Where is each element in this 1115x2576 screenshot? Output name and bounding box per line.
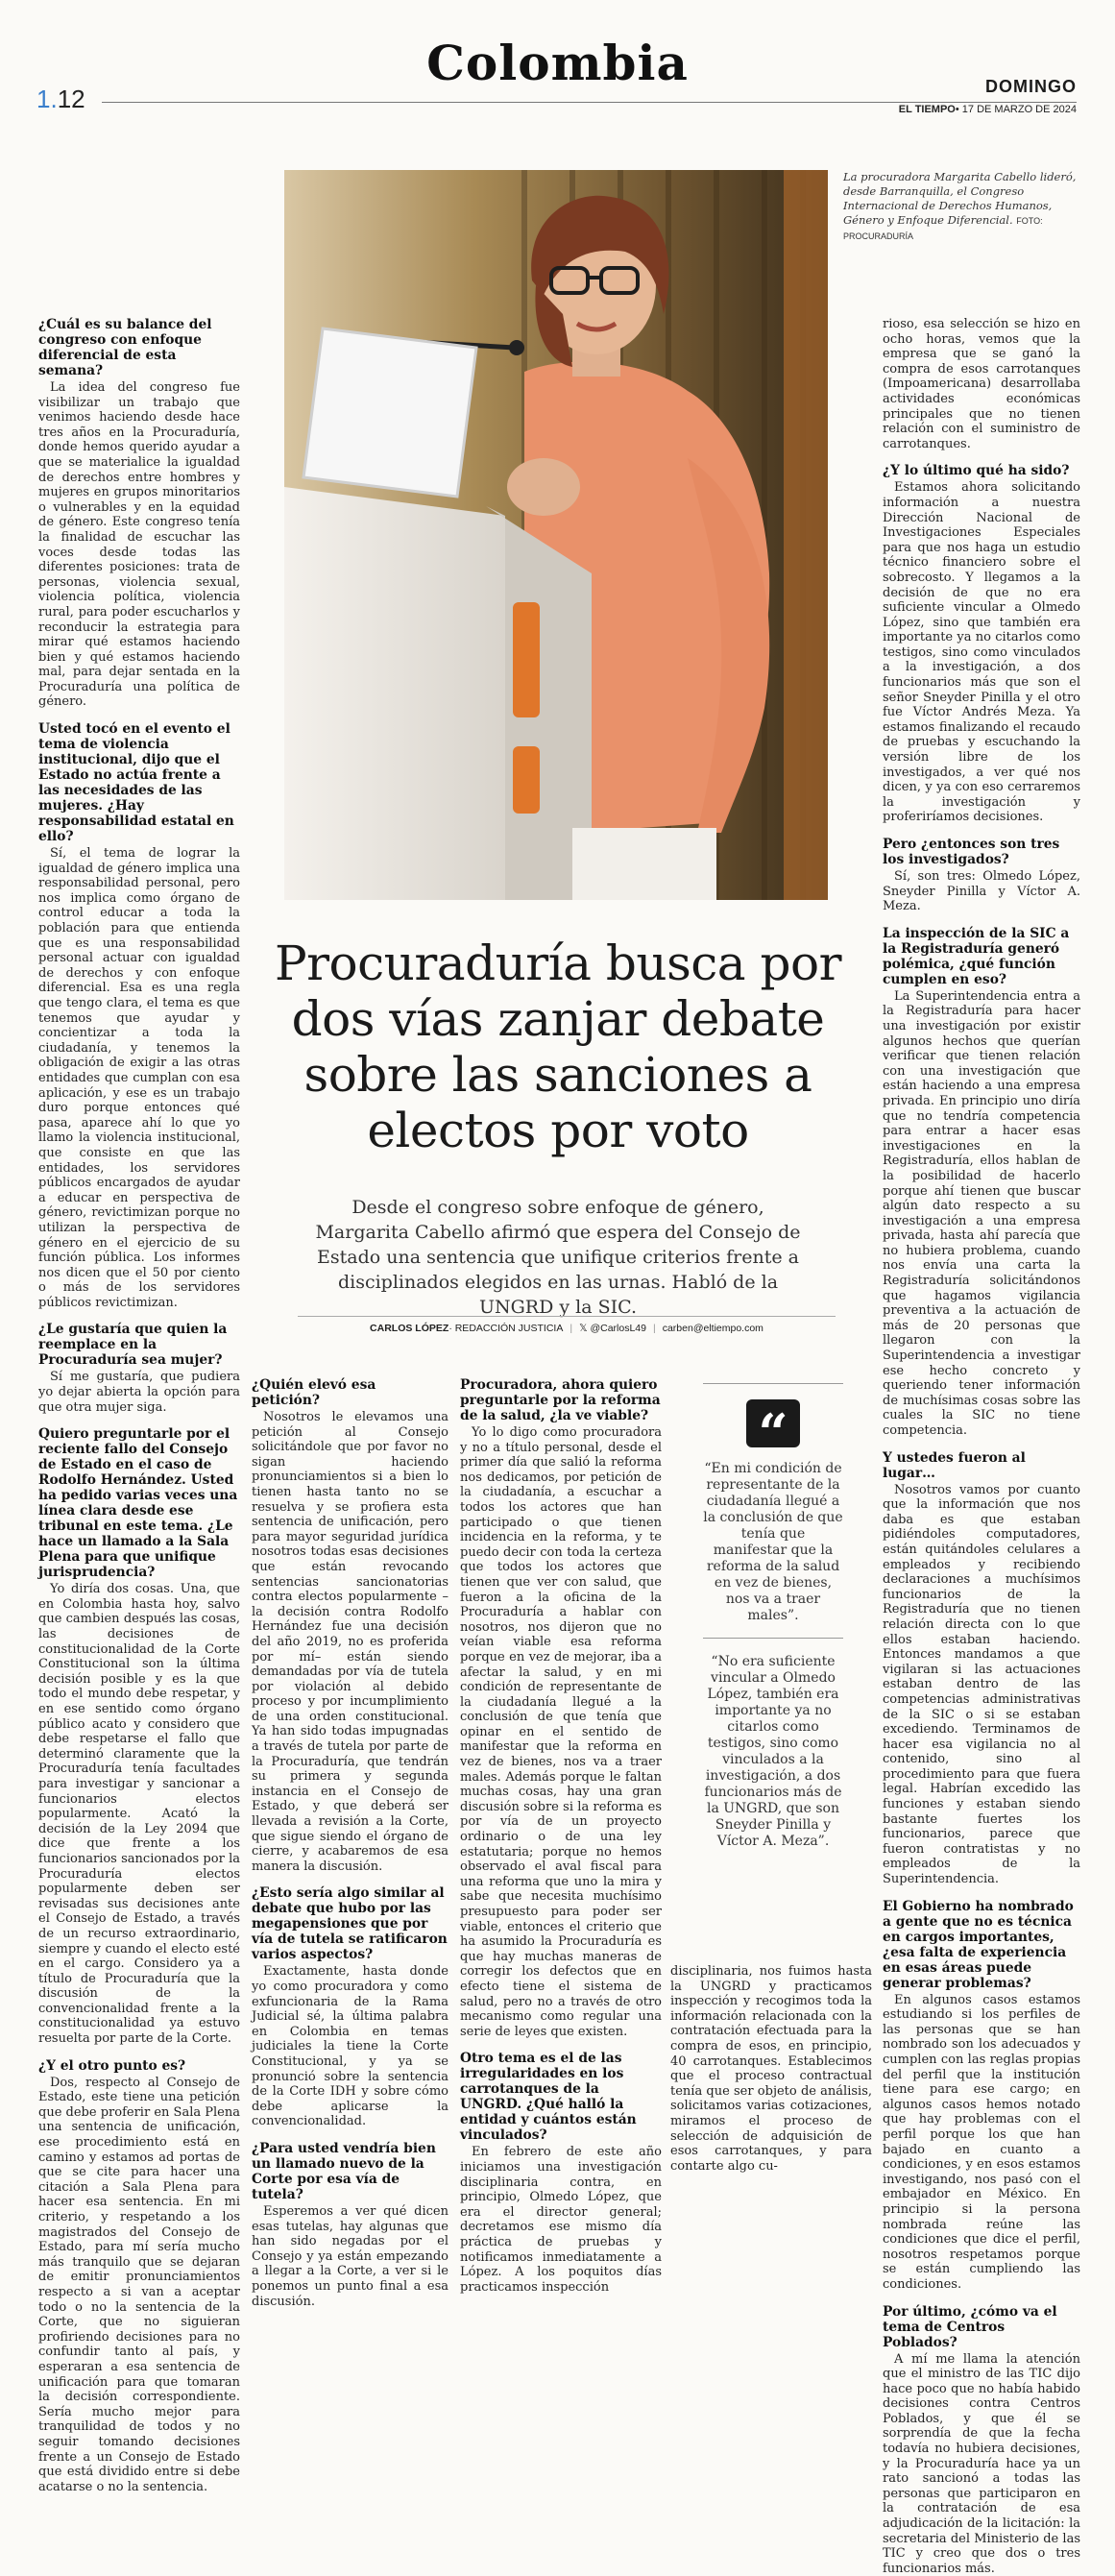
answer: A mí me llama la atención que el ministro de las TIC dijo hace poco que no había habido decisiones contra Centros Poblados, y que él se sorprendía de que la fecha todavía no hubiera decisiones, y la Procuraduría hace ya un rato sancionó a todas las personas que participaron en la contratación de esa adjudicación de la licitación: la secretaria del Ministerio de las TIC y creo que dos o tres funcionarios más.: [883, 2352, 1080, 2576]
byline-handle[interactable]: @CarlosL49: [590, 1323, 646, 1334]
question: ¿Le gustaría que quien la reemplace en la Procuraduría sea mujer?: [38, 1322, 240, 1368]
answer: Esperemos a ver qué dicen esas tutelas, hay algunas que han sido negadas por el Consejo y ya están empezando a llegar a la Corte, a ver si le ponemos un punto final a esa discusión.: [252, 2204, 448, 2309]
question: Pero ¿entonces son tres los investigados?: [883, 837, 1080, 867]
x-icon: 𝕏: [579, 1323, 590, 1334]
question: ¿Para usted vendría bien un llamado nuevo de la Corte por esa vía de tutela?: [252, 2141, 448, 2202]
question: El Gobierno ha nombrado a gente que no es técnica en cargos importantes, ¿esa falta de experiencia en esas áreas puede generar problemas?: [883, 1899, 1080, 1991]
answer: Yo lo digo como procuradora y no a título personal, desde el primer día que salió la reforma nos dedicamos, por petición de la ciudadanía, a escuchar a todos los actores que han participado o que tienen incidencia en la reforma, y te puedo decir con toda la certeza que todos los actores que tienen que ver con salud, que fueron a la oficina de la Procuraduría a hablar con nosotros, nos dijeron que no veían viable esa reforma porque en vez de mejorar, iba a afectar la salud, y en mi condición de representante de la ciudadanía llegué a la conclusión de que tenía que opinar en el sentido de manifestar que la reforma en vez de bienes, nos va a traer males. Además porque le faltan muchas cosas, hay una gran discusión sobre si la reforma es por vía de un proyecto ordinario o de una ley estatutaria; porque no hemos observado el aval fiscal para una reforma que uno la mira y sabe que necesita muchísimo presupuesto para poder ser viable, entonces el criterio que ha asumido la Procuraduría es que hay muchas maneras de corregir los defectos que en efecto tiene el sistema de salud, pero no a través de otro mecanismo como regular una serie de leyes que existen.: [460, 1425, 662, 2039]
pull-quote-box: [703, 1383, 843, 1863]
question: ¿Quién elevó esa petición?: [252, 1377, 448, 1408]
page-prefix: 1.: [36, 85, 58, 113]
dateline: [899, 104, 1077, 115]
question: Por último, ¿cómo va el tema de Centros Poblados?: [883, 2304, 1080, 2350]
header-rule: [102, 102, 1077, 103]
column-1: [38, 317, 240, 2137]
column-3: [460, 1377, 662, 2138]
date: • 17 DE MARZO DE 2024: [956, 104, 1077, 115]
photo-illustration: [284, 170, 828, 900]
weekday: DOMINGO: [985, 77, 1077, 97]
answer: Sí, el tema de lograr la igualdad de género implica una responsabilidad personal, pero nos implica como órgano de control educar a toda la población para que entienda que es una responsabilidad personal actuar con igualdad de derechos y con enfoque diferencial. Esa es una regla que tengo clara, el tema es que tenemos que ayudar y concientizar a toda la ciudadanía, y tenemos la obligación de exigir a las otras entidades que cumplan con esa aplicación, y ese es un trabajo duro porque entonces qué pasa, aparece ahí lo que yo llamo la violencia institucional, que consiste en que las entidades, los servidores públicos encargados de ayudar a educar en perspectiva de género, revictimizan porque no utilizan la perspectiva de género en el ejercicio de su función pública. Los informes nos dicen que el 50 por ciento o más de los servidores públicos revictimizan.: [38, 846, 240, 1310]
lead-photo: [284, 170, 828, 900]
answer: Sí me gustaría, que pudiera yo dejar abierta la opción para que otra mujer siga.: [38, 1370, 240, 1415]
byline-desk: · REDACCIÓN JUSTICIA: [448, 1323, 563, 1334]
byline-separator: |: [653, 1323, 656, 1334]
byline: [298, 1316, 836, 1334]
question: Procuradora, ahora quiero preguntarle por la reforma de la salud, ¿la ve viable?: [460, 1377, 662, 1423]
answer-continued: disciplinaria, nos fuimos hasta la UNGRD y practicamos inspección y recogimos toda la información relacionada con la contratación efectuada para la compra de esos, en principio, 40 carrotanques. Establecimos que el proceso contractual tenía que ser objeto de análisis, solicitamos varias cotizaciones, miramos el proceso de selección de adquisición de esos carrotanques, y para contarte algo cu-: [670, 1964, 872, 2174]
answer-continued: rioso, esa selección se hizo en ocho horas, vemos que la empresa que se ganó la compra de esos carrotanques (Impoamericana) desarrollaba actividades económicas principales que no tienen relación con el suministro de carrotanques.: [883, 317, 1080, 451]
pull-quote: “En mi condición de representante de la ciudadanía llegué a la conclusión de que tenía que manifestar que la reforma de la salud en vez de bienes, nos va a traer males”.: [703, 1461, 843, 1624]
byline-author: CARLOS LÓPEZ: [370, 1323, 448, 1334]
column-4: [670, 1964, 872, 2139]
question: Usted tocó en el evento el tema de violencia institucional, dijo que el Estado no actúa frente a las necesidades de las mujeres. ¿Hay responsabilidad estatal en ello?: [38, 721, 240, 844]
answer: En algunos casos estamos estudiando si los perfiles de las personas que se han nombrado son los adecuados y cumplen con las reglas propias del perfil que la institución tiene para ese cargo; en algunos casos hemos notado que hay problemas con el perfil porque los que han bajado en cuanto a condiciones, y en esos estamos investigando, nos pasó con el embajador en México. En principio si la persona nombrada reúne las condiciones que dice el perfil, nosotros respetamos porque se están cumpliendo las condiciones.: [883, 1993, 1080, 2293]
question: ¿Cuál es su balance del congreso con enfoque diferencial de esta semana?: [38, 317, 240, 378]
question: ¿Y lo último qué ha sido?: [883, 463, 1080, 478]
answer: Estamos ahora solicitando información a nuestra Dirección Nacional de Investigaciones Especiales para que nos haga un estudio técnico financiero sobre el sobrecosto. Y llegamos a la decisión de que no era suficiente vincular a Olmedo López, sino que también era importante ya no citarlos como testigos, sino como vinculados a la investigación, a dos funcionarios más que son el señor Sneyder Pinilla y el otro fue Víctor Andrés Meza. Ya estamos finalizando el recaudo de pruebas y escuchando la versión libre de los investigados, a ver qué nos dicen, y ya con eso cerraremos la investigación y proferiríamos decisiones.: [883, 480, 1080, 825]
photo-credit: FOTO: PROCURADURÍA: [843, 216, 1043, 241]
answer: Sí, son tres: Olmedo López, Sneyder Pinilla y Víctor A. Meza.: [883, 869, 1080, 914]
caption-text: La procuradora Margarita Cabello lideró, desde Barranquilla, el Congreso Internacional de Derechos Humanos, Género y Enfoque Diferencial.: [843, 170, 1076, 227]
question: La inspección de la SIC a la Registraduría generó polémica, ¿qué función cumplen en eso?: [883, 926, 1080, 987]
answer: Yo diría dos cosas. Una, que en Colombia hasta hoy, salvo que cambien después las cosas, las decisiones de constitucionalidad de la Corte Constitucional son la última decisión posible y es la que todo el mundo debe respetar, y en ese sentido como órgano público acato y considero que debe respetarse el fallo que determinó claramente que la Procuraduría tenía facultades para investigar y sancionar a funcionarios electos popularmente. Acató la decisión de la Ley 2094 que dice que frente a los funcionarios sancionados por la Procuraduría electos popularmente deben ser revisadas sus decisiones ante el Consejo de Estado, a través de un recurso extraordinario, siempre y cuando el electo esté en el cargo. Considero ya a título de Procuraduría que la discusión de la convencionalidad frente a la constitucionalidad ya estuvo resuelta por parte de la Corte.: [38, 1582, 240, 2046]
section-title: Colombia: [0, 35, 1115, 91]
answer: La Superintendencia entra a la Registraduría para hacer una investigación por existir algunos hechos que querían verificar que tienen relación con una investigación que están haciendo a una empresa privada. En principio uno diría que no tendría competencia para entrar a hacer esas investigaciones en la Registraduría, ellos hablan de la posibilidad de hacerlo porque ahí tienen que buscar algún dato respecto a su investigación a una empresa privada, hasta ahí parecía que no hubiera problema, cuando nos envía una carta la Registraduría solicitándonos que hagamos vigilancia preventiva a la actuación de más de 20 personas que llegaron con la Superintendencia a investigar ese hecho concreto y queriendo tener información de muchísimas cosas sobre las cuales la SIC no tiene competencia.: [883, 989, 1080, 1439]
headline: Procuraduría busca por dos vías zanjar debate sobre las sanciones a electos por voto: [265, 936, 851, 1158]
answer: Exactamente, hasta donde yo como procuradora y como exfuncionaria de la Rama Judicial sé, la última palabra en Colombia en temas judiciales la tiene la Corte Constitucional, y ya se pronunció sobre la sentencia de la Corte IDH y sobre cómo debe aplicarse la convencionalidad.: [252, 1964, 448, 2129]
question: Quiero preguntarle por el reciente fallo del Consejo de Estado en el caso de Rodolfo Hernández. Usted ha pedido varias veces una línea clara desde ese tribunal en este tema. ¿Le hace un llamado a la Sala Plena para que unifique jurisprudencia?: [38, 1426, 240, 1580]
photo-caption: [843, 170, 1083, 244]
byline-email[interactable]: carben@eltiempo.com: [663, 1323, 764, 1334]
column-2: [252, 1377, 448, 2138]
deck: Desde el congreso sobre enfoque de género, Margarita Cabello afirmó que espera del Consejo de Estado una sentencia que unifique criterios frente a disciplinados elegidos en las urnas. Habló de la UNGRD y la SIC.: [303, 1195, 812, 1320]
masthead: [0, 0, 1115, 125]
question: Otro tema es el de las irregularidades en los carrotanques de la UNGRD. ¿Qué halló la entidad y cuántos están vinculados?: [460, 2051, 662, 2143]
byline-separator: |: [570, 1323, 572, 1334]
quote-divider: [703, 1638, 843, 1639]
question: Y ustedes fueron al lugar…: [883, 1450, 1080, 1481]
page-number-value: 12: [58, 85, 85, 113]
quote-mark-icon: “: [746, 1399, 800, 1447]
column-5: [883, 317, 1080, 2137]
pull-quote: “No era suficiente vincular a Olmedo López, también era importante ya no citarlos como testigos, sino como vinculados a la investigación, a dos funcionarios más de la UNGRD, que son Sneyder Pinilla y Víctor A. Meza”.: [703, 1654, 843, 1850]
page-number: [36, 85, 85, 114]
answer: La idea del congreso fue visibilizar un trabajo que venimos haciendo desde hace tres años en la Procuraduría, donde hemos querido ayudar a que se materialice la igualdad de derechos entre hombres y mujeres en grupos minoritarios o vulnerables y en la equidad de género. Este congreso tenía la finalidad de escuchar las voces desde todas las diferentes posiciones: trata de personas, violencia sexual, violencia política, violencia rural, para poder escucharlos y reconducir la estrategia para mirar qué estamos haciendo bien y qué estamos haciendo mal, para dejar sentada en la Procuraduría una política de género.: [38, 380, 240, 710]
answer: Nosotros vamos por cuanto que la información que nos daba es que estaban pidiéndoles computadores, están quitándoles celulares a empleados y recibiendo declaraciones a muchísimos funcionarios de la Registraduría que no tienen relación directa con lo que ellos estaban haciendo. Entonces mandamos a que vigilaran si las actuaciones estaban dentro de las competencias administrativas de la SIC o si se estaban excediendo. Terminamos de hacer esa vigilancia no al contenido, sino al procedimiento para que fuera legal. Habrían excedido las funciones y estaban siendo bastante fuertes los funcionarios, parece que fueron contratistas y no empleados de la Superintendencia.: [883, 1483, 1080, 1887]
answer: En febrero de este año iniciamos una investigación disciplinaria contra, en principio, Olmedo López, que era el director general; decretamos ese mismo día práctica de pruebas y notificamos inmediatamente a López. A los poquitos días practicamos inspección: [460, 2145, 662, 2295]
question: ¿Esto sería algo similar al debate que hubo por las megapensiones que por vía de tutela se ratificaron varios aspectos?: [252, 1885, 448, 1962]
paper-name: EL TIEMPO: [899, 104, 956, 115]
answer: Dos, respecto al Consejo de Estado, este tiene una petición que debe proferir en Sala Plena una sentencia de unificación, ese procedimiento está en camino y estamos ad portas de que se cite para hacer una citación a Sala Plena para hacer esa sentencia. En mi criterio, y respetando a los magistrados del Consejo de Estado, para mí sería mucho más tranquilo que se dejaran de emitir pronunciamientos respecto a si van a aceptar todo o no la sentencia de la Corte, que no siguieran profiriendo decisiones para no confundir tanto al país, y esperaran a esa sentencia de unificación para que tomaran la decisión correspondiente. Sería mucho mejor para tranquilidad de todos y no seguir tomando decisiones frente a un Consejo de Estado que está dividido entre si debe acatarse o no la sentencia.: [38, 2076, 240, 2495]
answer: Nosotros le elevamos una petición al Consejo solicitándole que por favor no sigan haciendo pronunciamientos si a bien lo tienen hasta tanto no se resuelva y se profiera esta sentencia de unificación, pero para mayor seguridad jurídica nosotros todas esas decisiones que están revocando sentencias sancionatorias contra electos popularmente –la decisión contra Rodolfo Hernández fue una decisión del año 2019, no es proferida por mí– están siendo demandadas por vía de tutela por violación al debido proceso y por incumplimiento de una orden constitucional. Ya han sido todas impugnadas a través de tutela por parte de la Procuraduría, que tendrán su primera y segunda instancia en el Consejo de Estado, y que deberá ser llevada a revisión a la Corte, que sigue siendo el órgano de cierre, y acabaremos de esa manera la discusión.: [252, 1410, 448, 1874]
question: ¿Y el otro punto es?: [38, 2058, 240, 2074]
